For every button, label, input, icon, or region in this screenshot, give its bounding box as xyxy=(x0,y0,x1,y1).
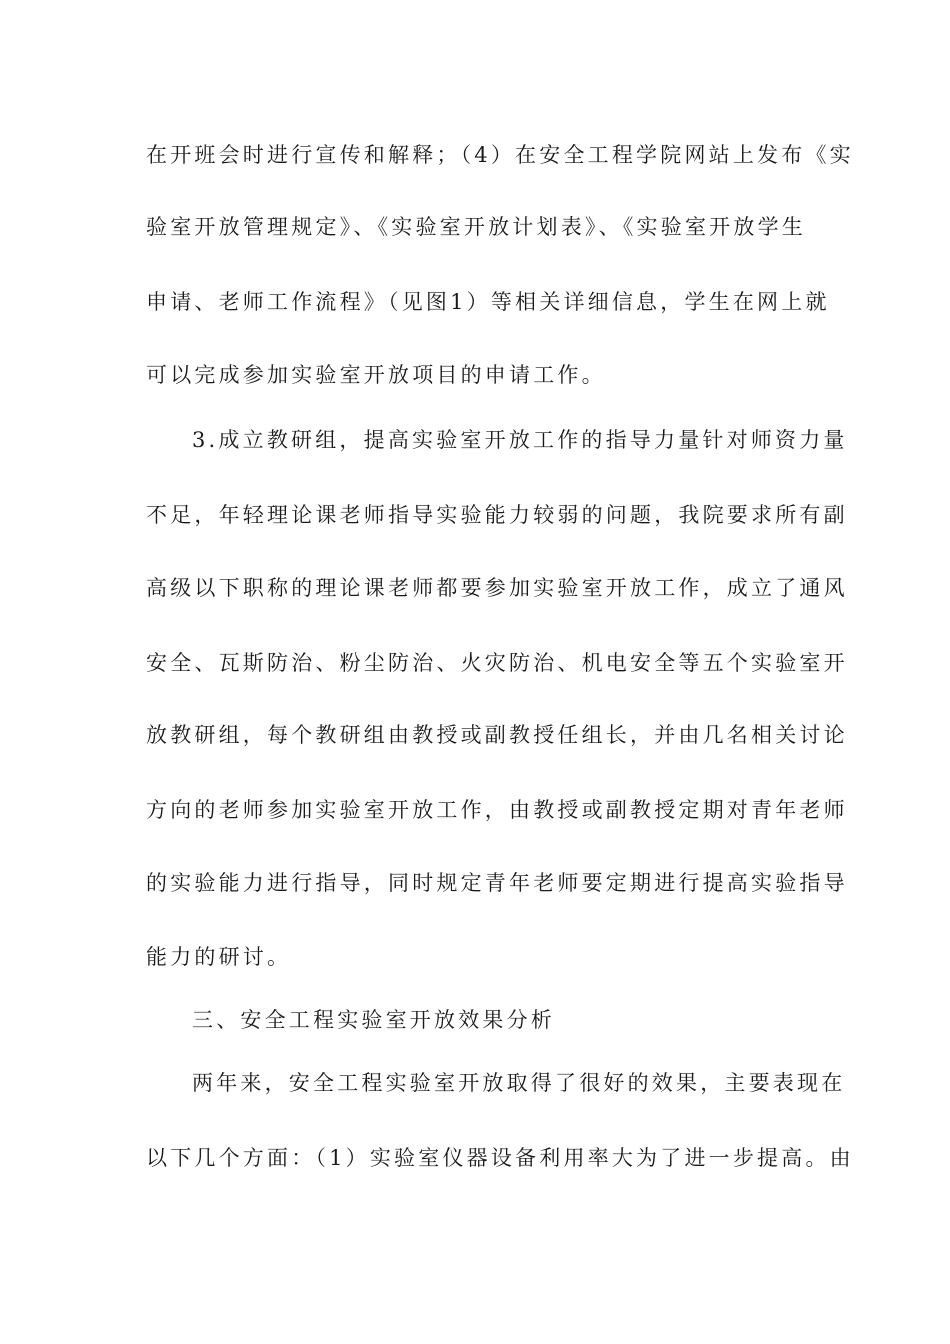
paragraph-line: 验室开放管理规定》、《实验室开放计划表》、《实验室开放学生 xyxy=(146,215,806,239)
paragraph-line: 的实验能力进行指导，同时规定青年老师要定期进行提高实验指导 xyxy=(146,871,848,895)
paragraph-line: 3.成立教研组，提高实验室开放工作的指导力量针对师资力量 xyxy=(192,428,848,452)
paragraph-line: 可以完成参加实验室开放项目的申请工作。 xyxy=(146,363,606,387)
paragraph-line: 申请、老师工作流程》（见图1）等相关详细信息，学生在网上就 xyxy=(146,290,830,314)
paragraph-line: 以下几个方面：（1）实验室仪器设备利用率大为了进一步提高。由 xyxy=(146,1146,854,1170)
paragraph-line: 能力的研讨。 xyxy=(146,945,292,969)
paragraph-line: 方向的老师参加实验室开放工作，由教授或副教授定期对青年老师 xyxy=(146,798,848,822)
paragraph-line: 在开班会时进行宣传和解释；（4）在安全工程学院网站上发布《实 xyxy=(146,143,854,167)
paragraph-line: 高级以下职称的理论课老师都要参加实验室开放工作，成立了通风 xyxy=(146,576,848,600)
section-heading: 三、安全工程实验室开放效果分析 xyxy=(192,1008,555,1032)
paragraph-line: 不足，年轻理论课老师指导实验能力较弱的问题，我院要求所有副 xyxy=(146,503,848,527)
paragraph-line: 放教研组，每个教研组由教授或副教授任组长，并由几名相关讨论 xyxy=(146,723,848,747)
paragraph-line: 两年来，安全工程实验室开放取得了很好的效果，主要表现在 xyxy=(192,1071,846,1095)
paragraph-line: 安全、瓦斯防治、粉尘防治、火灾防治、机电安全等五个实验室开 xyxy=(146,651,848,675)
